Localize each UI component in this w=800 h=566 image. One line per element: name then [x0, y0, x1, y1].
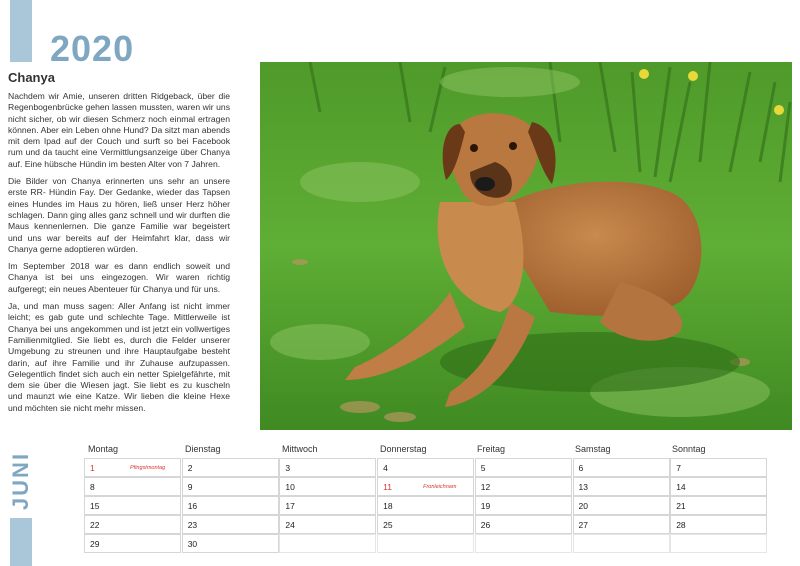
calendar-day-cell — [377, 515, 474, 534]
calendar-day-cell — [573, 515, 670, 534]
weekday-label: Freitag — [477, 444, 506, 454]
holiday-label: Fronleichnam — [423, 484, 457, 490]
calendar-day-cell — [279, 477, 376, 496]
day-number: 10 — [285, 482, 295, 492]
weekday-label: Dienstag — [185, 444, 221, 454]
calendar-day-cell — [182, 496, 279, 515]
calendar-day-cell — [573, 496, 670, 515]
day-number: 23 — [187, 520, 198, 530]
day-number: 11 — [383, 482, 392, 492]
weekday-label: Samstag — [575, 444, 611, 454]
day-number: 27 — [578, 520, 588, 530]
calendar-day-cell — [84, 458, 181, 477]
calendar-day-cell — [377, 477, 474, 496]
dog-photo — [260, 62, 792, 430]
calendar-day-cell — [279, 496, 376, 515]
accent-bar-top — [10, 0, 32, 62]
calendar-day-cell — [279, 534, 376, 553]
calendar-day-cell — [670, 477, 767, 496]
calendar-day-cell — [573, 477, 670, 496]
day-number: 18 — [383, 501, 393, 511]
article-paragraph: Die Bilder von Chanya erinnerten uns sehr an unsere erste RR- Hündin Fay. Der Gedanke, wieder das Tapsen eines Hundes im Haus zu hören, ließ unser Herz höher schlagen. Dann ging alles ganz schnell und wir durften die Maus kennenlernen. Die ganze Familie war begeistert und uns war bereits auf der Heimfahrt klar, dass wir Chanya gerne adoptieren würden. — [8, 176, 230, 254]
weekday-label: Montag — [88, 444, 119, 454]
day-number: 7 — [676, 463, 681, 473]
calendar-day-cell — [182, 477, 279, 496]
calendar-day-cell — [279, 458, 376, 477]
day-number: 5 — [480, 463, 486, 473]
calendar-day-cell — [377, 534, 474, 553]
article-paragraph: Ja, und man muss sagen: Aller Anfang ist nicht immer leicht; es gab gute und schlechte Tage. Mittlerweile ist Chanya bei uns angekommen und ist jetzt ein vollwertiges Familienmitglied. Sie liebt es, durch die Felder unserer Umgebung zu streunen und ihre Hauptaufgabe besteht darin, auf ihre Familie und ihr Zuhause aufzupassen. Gelegentlich findet sich auch ein netter Spielgefährte, mit dem sie über die Wiesen jagt. Sie liebt es zu kuscheln und maunzt wie eine Katze. Wir lieben die kleine Hexe und möchten sie nicht mehr missen. — [8, 301, 230, 413]
calendar-day-cell — [84, 477, 181, 496]
calendar-day-cell — [377, 458, 474, 477]
calendar-day-cell — [670, 515, 767, 534]
day-number: 3 — [285, 463, 291, 473]
calendar-day-cell — [182, 534, 279, 553]
calendar-day-cell — [475, 477, 572, 496]
day-number: 20 — [578, 501, 588, 511]
day-number: 6 — [578, 463, 584, 473]
calendar-day-cell — [377, 496, 474, 515]
day-number: 30 — [187, 539, 198, 549]
calendar-week-row — [84, 458, 770, 477]
calendar-day-cell — [475, 515, 572, 534]
calendar-day-cell — [84, 496, 181, 515]
weekday-label: Donnerstag — [380, 444, 427, 454]
calendar-day-cell — [475, 496, 572, 515]
calendar-week-row — [84, 534, 770, 553]
weekday-label: Mittwoch — [282, 444, 318, 454]
article-title: Chanya — [8, 70, 55, 85]
day-number: 17 — [285, 501, 295, 511]
calendar-day-cell — [475, 458, 572, 477]
day-number: 28 — [676, 520, 686, 530]
accent-bar-bottom — [10, 518, 32, 566]
day-number: 1 — [90, 463, 95, 473]
calendar-day-cell — [670, 496, 767, 515]
day-number: 26 — [480, 520, 491, 530]
calendar-week-row — [84, 496, 770, 515]
weekday-header — [84, 444, 770, 458]
day-number: 4 — [383, 463, 388, 473]
calendar-day-cell — [279, 515, 376, 534]
calendar-day-cell — [182, 458, 279, 477]
day-number: 15 — [90, 501, 100, 511]
calendar-day-cell — [573, 458, 670, 477]
day-number: 12 — [480, 482, 491, 492]
day-number: 14 — [676, 482, 686, 492]
calendar-day-cell — [475, 534, 572, 553]
day-number: 16 — [187, 501, 198, 511]
calendar-grid — [84, 458, 770, 553]
day-number: 25 — [383, 520, 393, 530]
article-paragraph: Im September 2018 war es dann endlich soweit und Chanya ist bei uns eingezogen. Wir waren richtig aufgeregt; ein neues Abenteuer für Chanya und für uns. — [8, 261, 230, 294]
month-label: JUNI — [8, 451, 33, 511]
day-number: 2 — [187, 463, 193, 473]
calendar-week-row — [84, 477, 770, 496]
calendar-day-cell — [670, 534, 767, 553]
calendar-day-cell — [84, 534, 181, 553]
day-number: 29 — [90, 539, 100, 549]
article-paragraph: Nachdem wir Amie, unseren dritten Ridgeback, über die Regenbogenbrücke gehen lassen mussten, waren wir uns nicht sicher, ob wir diesen Schmerz noch einmal ertragen können. Aber ein Leben ohne Hund? Da sitzt man abends mit dem Ipad auf der Couch und surft so bei Facebook rum und da taucht eine Vermittlungsanzeige über Chanya auf. Eine hübsche Hündin im besten Alter von 7 Jahren. — [8, 91, 230, 169]
calendar-day-cell — [670, 458, 767, 477]
holiday-label: Pfingstmontag — [130, 465, 166, 471]
day-number: 8 — [90, 482, 95, 492]
weekday-label: Sonntag — [672, 444, 706, 454]
day-number: 22 — [90, 520, 100, 530]
day-number: 21 — [676, 501, 686, 511]
calendar-year: 2020 — [50, 28, 135, 69]
day-number: 9 — [187, 482, 193, 492]
calendar-day-cell — [573, 534, 670, 553]
day-number: 19 — [480, 501, 491, 511]
calendar-day-cell — [84, 515, 181, 534]
article — [8, 70, 230, 420]
day-number: 24 — [285, 520, 295, 530]
calendar-week-row — [84, 515, 770, 534]
day-number: 13 — [578, 482, 588, 492]
calendar-day-cell — [182, 515, 279, 534]
